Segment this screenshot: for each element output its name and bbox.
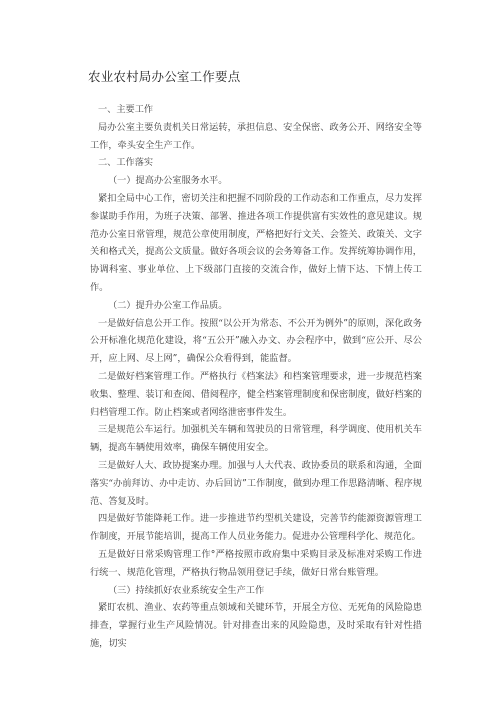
- document-title: 农业农村局办公室工作要点: [88, 69, 241, 84]
- subsection-heading: （一）提高办公室服务水平。: [108, 175, 228, 187]
- body-paragraph: 三是规范公车运行。加强机关车辆和驾驶员的日常管理，科学调度、使用机关车辆，提高车辆使用效率，确保车辆使用安全。: [90, 424, 422, 454]
- subsection-heading: （二）提升办公室工作品质。: [108, 299, 228, 311]
- body-paragraph: 一是做好信息公开工作。按照“以公开为常态、不公开为例外”的原则，深化政务公开标准化规范化建设，将“五公开”融入办文、办会程序中，做到“应公开、尽公开，应上网、尽上网”，确保公众看得到，能监督。: [90, 317, 422, 365]
- body-paragraph: 紧盯农机、渔业、农药等重点领域和关键环节，开展全方位、无死角的风险隐患排查，掌握行业生产风险情况。针对排查出来的风险隐患，及时采取有针对性措施，切实: [90, 602, 422, 649]
- body-paragraph: 局办公室主要负责机关日常运转，承担信息、安全保密、政务公开、网络安全等工作，牵头安全生产工作。: [90, 121, 422, 151]
- body-paragraph: 紧扣全局中心工作，密切关注和把握不同阶段的工作动态和工作重点，尽力发挥参谋助手作用，为班子决策、部署、推进各项工作提供富有实效性的意见建议。规范办公室日常管理，规范公章使用制度，严格把好行文关、会签关、政策关、文字关和格式关，提高公文质量。做好各项会议的会务筹备工作。发挥统筹协调作用，协调科室、事业单位、上下级部门直接的交流合作，做好上情下达、下情上传工作。: [90, 192, 422, 293]
- body-paragraph: 三是做好人大、政协提案办理。加强与人大代表、政协委员的联系和沟通，全面落实“办前拜访、办中走访、办后回访”工作制度，做到办理工作思路清晰、程序规范、答复及时。: [90, 459, 422, 507]
- body-paragraph: 五是做好日常采购管理工作°严格按照市政府集中采购目录及标准对采购工作进行统一、规范化管理，严格执行物品领用登记手续，做好日常台账管理。: [90, 548, 422, 578]
- section-heading: 一、主要工作: [98, 104, 154, 115]
- body-paragraph: 四是做好节能降耗工作。进一步推进节约型机关建设，完善节约能源资源管理工作制度，开展节能培训，提高工作人员业务能力。促进办公管理科学化、规范化。: [90, 513, 422, 543]
- subsection-heading: （三）持续抓好农业系统安全生产工作: [108, 584, 265, 596]
- body-paragraph: 二是做好档案管理工作。严格执行《档案法》和档案管理要求，进一步规范档案收集、整理、装订和查阅、借阅程序，健全档案管理制度和保密制度，做好档案的归档管理工作。防止档案或者网络泄密事件发生。: [90, 370, 422, 418]
- section-heading: 二、工作落实: [98, 157, 154, 169]
